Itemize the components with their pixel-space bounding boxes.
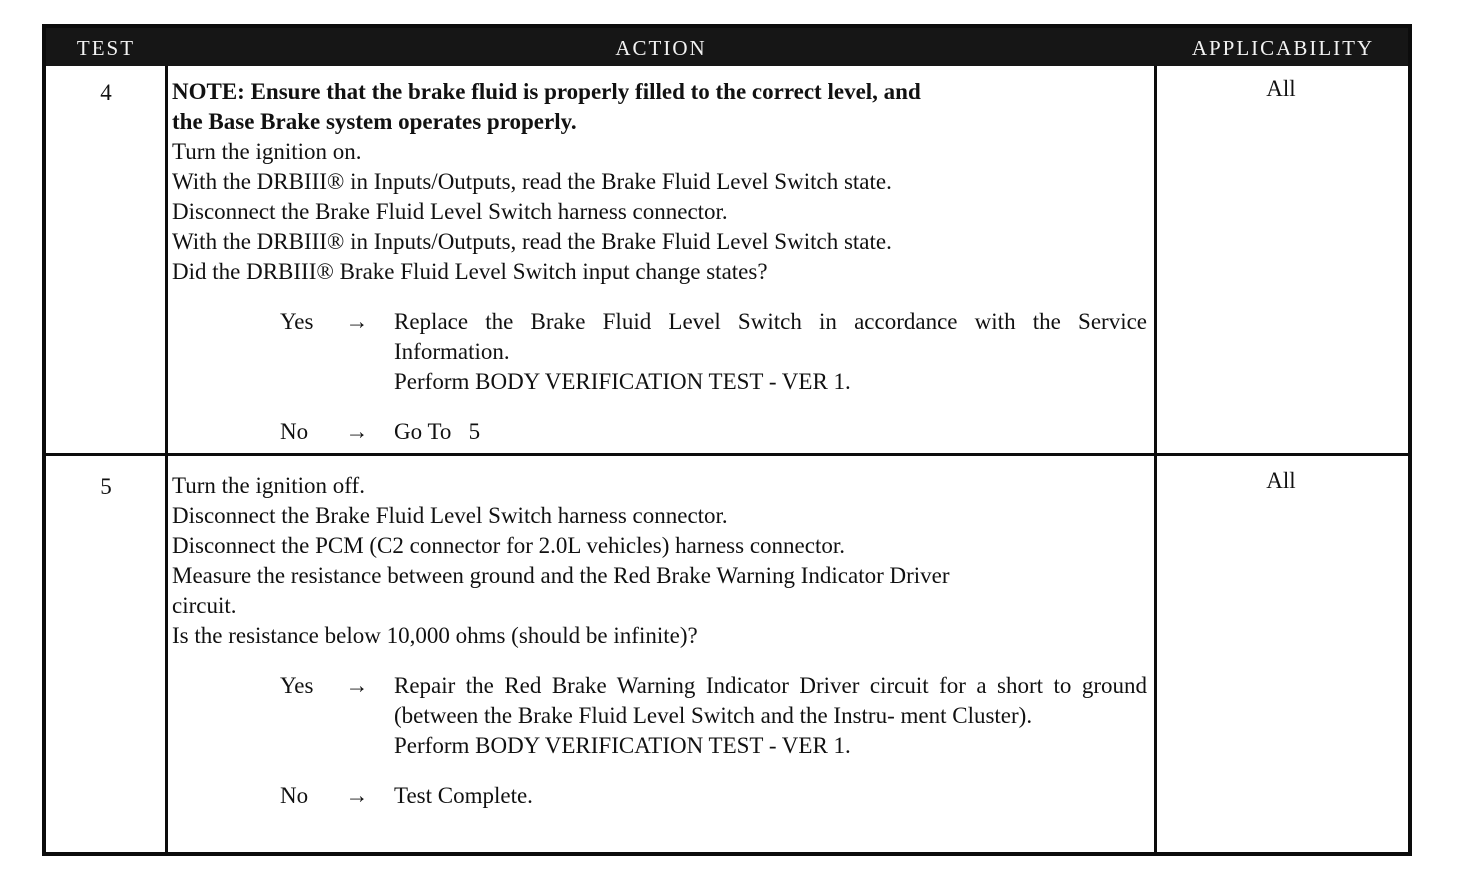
outcome-line: Perform BODY VERIFICATION TEST - VER 1. bbox=[394, 733, 851, 758]
yes-outcome bbox=[172, 307, 1147, 397]
no-outcome bbox=[172, 417, 1147, 447]
column-divider bbox=[1154, 66, 1157, 852]
outcome-line: Go To 5 bbox=[394, 419, 481, 444]
row-divider bbox=[46, 453, 1408, 456]
arrow-icon: → bbox=[345, 419, 369, 444]
no-outcome bbox=[172, 781, 1147, 811]
diagnostic-table bbox=[42, 24, 1412, 856]
no-label: No bbox=[280, 419, 309, 444]
header-action: ACTION bbox=[615, 36, 707, 60]
step-line: Turn the ignition on. bbox=[172, 139, 362, 164]
table-header bbox=[46, 28, 1408, 66]
arrow-icon: → bbox=[345, 783, 369, 808]
step-line: Did the DRBIII® Brake Fluid Level Switch input change states? bbox=[172, 259, 768, 284]
outcome-line: Perform BODY VERIFICATION TEST - VER 1. bbox=[394, 369, 851, 394]
applicability-value: All bbox=[1266, 76, 1296, 101]
arrow-icon: → bbox=[345, 309, 369, 334]
step-line: Disconnect the Brake Fluid Level Switch harness connector. bbox=[172, 503, 728, 528]
column-divider bbox=[165, 66, 168, 852]
applicability-value: All bbox=[1266, 468, 1296, 493]
test-number: 5 bbox=[100, 474, 112, 499]
step-line: Turn the ignition off. bbox=[172, 473, 365, 498]
yes-label: Yes bbox=[280, 309, 314, 334]
header-test: TEST bbox=[76, 36, 136, 60]
step-line: circuit. bbox=[172, 593, 237, 618]
yes-label: Yes bbox=[280, 673, 314, 698]
outcome-line: Test Complete. bbox=[394, 783, 533, 808]
header-applicability: APPLICABILITY bbox=[1191, 36, 1375, 60]
step-line: Disconnect the Brake Fluid Level Switch harness connector. bbox=[172, 199, 728, 224]
outcome-line: Repair the Red Brake Warning Indicator Driver circuit for a short to ground (between the Brake Fluid Level Switch and the Instru- ment Cluster). bbox=[394, 673, 1147, 728]
yes-outcome bbox=[172, 671, 1147, 761]
outcome-line: Replace the Brake Fluid Level Switch in accordance with the Service Information. bbox=[394, 309, 1147, 364]
action-cell bbox=[172, 471, 1147, 811]
step-line: Disconnect the PCM (C2 connector for 2.0L vehicles) harness connector. bbox=[172, 533, 845, 558]
arrow-icon: → bbox=[345, 673, 369, 698]
step-line: With the DRBIII® in Inputs/Outputs, read the Brake Fluid Level Switch state. bbox=[172, 169, 892, 194]
step-line: With the DRBIII® in Inputs/Outputs, read the Brake Fluid Level Switch state. bbox=[172, 229, 892, 254]
step-line: Measure the resistance between ground and the Red Brake Warning Indicator Driver bbox=[172, 563, 950, 588]
note-line: NOTE: Ensure that the brake fluid is properly filled to the correct level, and bbox=[172, 79, 921, 104]
step-line: Is the resistance below 10,000 ohms (should be infinite)? bbox=[172, 623, 698, 648]
no-label: No bbox=[280, 783, 309, 808]
test-number: 4 bbox=[100, 80, 112, 105]
note-line: the Base Brake system operates properly. bbox=[172, 109, 577, 134]
action-cell bbox=[172, 77, 1147, 447]
